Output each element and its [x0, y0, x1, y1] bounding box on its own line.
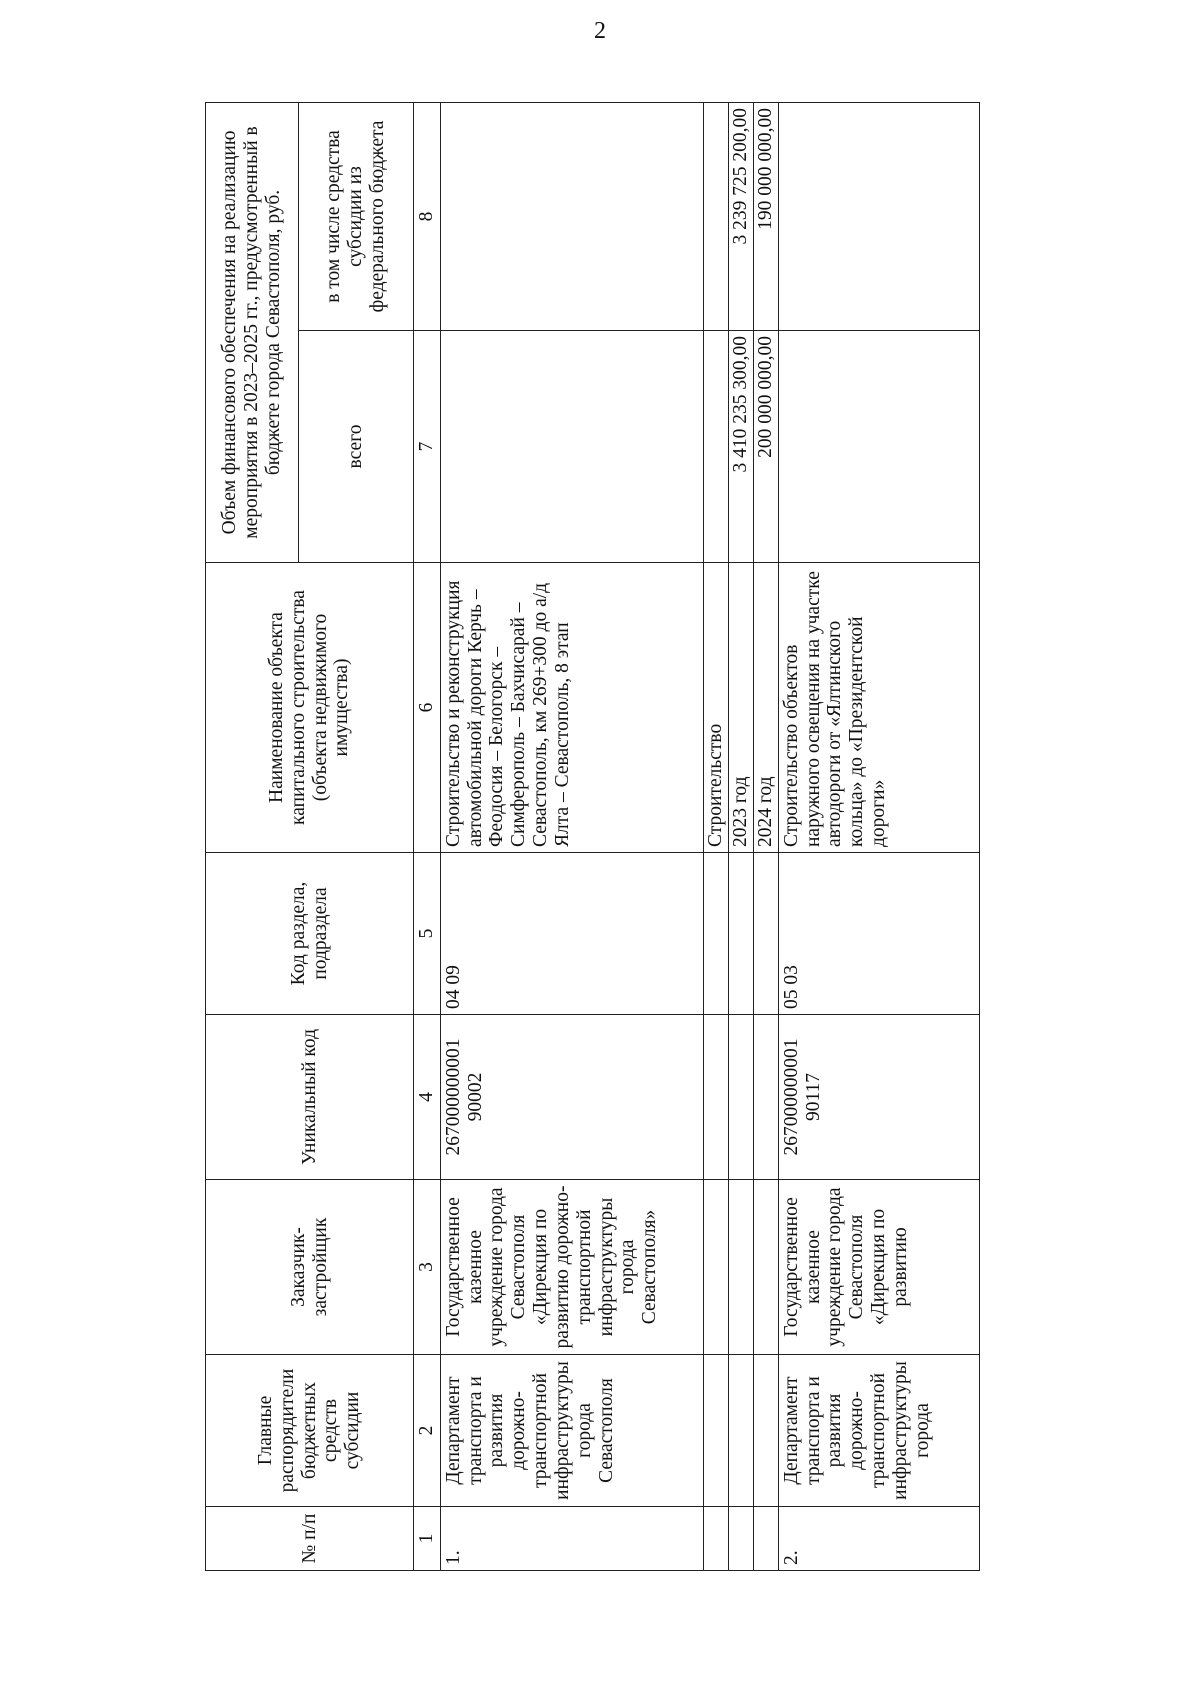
row-section-code: 04 09 [440, 853, 703, 1015]
empty-cell [728, 1180, 753, 1355]
header-funding-group: Объем финансового обеспечения на реализацию мероприятия в 2023–2025 гг., предусмотренный в бюджете города Севастополя, руб. [206, 102, 299, 562]
row-section-code: 05 03 [778, 853, 979, 1015]
funding-table [205, 102, 980, 1571]
header-total: всего [299, 331, 414, 563]
header-num: № п/п [206, 1507, 414, 1571]
rotated-table-wrapper [205, 103, 965, 1571]
column-number: 8 [414, 102, 441, 330]
table-subrow [728, 102, 753, 1570]
column-number: 7 [414, 331, 441, 563]
subrow-total: 200 000 000,00 [753, 331, 778, 563]
empty-cell [753, 853, 778, 1015]
row-total-empty [778, 331, 979, 563]
row-federal-empty [440, 102, 703, 330]
subrow-total [703, 331, 728, 563]
empty-cell [753, 1355, 778, 1507]
row-unique-code: 267000000001 90117 [778, 1015, 979, 1180]
empty-cell [703, 1355, 728, 1507]
row-federal-empty [778, 102, 979, 330]
row-object-name: Строительство объектов наружного освещения на участке автодороги от «Ялтинского кольца» до «Президентской дороги» [778, 563, 979, 853]
row-object-name: Строительство и реконструкция автомобильной дороги Керчь – Феодосия – Белогорск – Симферополь – Бахчисарай – Севастополь, км 269+300 до а/д Ялта – Севастополь, 8 этап [440, 563, 703, 853]
header-row-1 [206, 102, 299, 1570]
header-customer: Заказчик-застройщик [206, 1180, 414, 1355]
subrow-label: 2023 год [728, 563, 753, 853]
landscape-table-container [205, 103, 965, 1571]
table-row [440, 102, 703, 1570]
column-number: 2 [414, 1355, 441, 1507]
empty-cell [753, 1507, 778, 1571]
row-num: 1. [440, 1507, 703, 1571]
empty-cell [728, 1015, 753, 1180]
subrow-federal: 190 000 000,00 [753, 102, 778, 330]
subrow-federal: 3 239 725 200,00 [728, 102, 753, 330]
subrow-label: Строительство [703, 563, 728, 853]
table-row [778, 102, 979, 1570]
empty-cell [753, 1015, 778, 1180]
column-number: 1 [414, 1507, 441, 1571]
column-number-row [414, 102, 441, 1570]
subrow-label: 2024 год [753, 563, 778, 853]
page-number: 2 [594, 18, 606, 44]
row-distributor: Департамент транспорта и развития дорожно-транспортной инфраструктуры города [778, 1355, 979, 1507]
column-number: 5 [414, 853, 441, 1015]
row-num: 2. [778, 1507, 979, 1571]
empty-cell [728, 1507, 753, 1571]
table-subrow [753, 102, 778, 1570]
header-section-code: Код раздела, подраздела [206, 853, 414, 1015]
header-object-name: Наименование объекта капитального строительства (объекта недвижимого имущества) [206, 563, 414, 853]
empty-cell [728, 1355, 753, 1507]
table-subrow [703, 102, 728, 1570]
empty-cell [753, 1180, 778, 1355]
column-number: 4 [414, 1015, 441, 1180]
empty-cell [703, 1180, 728, 1355]
header-unique-code: Уникальный код [206, 1015, 414, 1180]
column-number: 3 [414, 1180, 441, 1355]
row-customer: Государственное казенное учреждение города Севастополя «Дирекция по развитию [778, 1180, 979, 1355]
subrow-federal [703, 102, 728, 330]
row-customer: Государственное казенное учреждение города Севастополя «Дирекция по развитию дорожно-транспортной инфраструктуры города Севастополя» [440, 1180, 703, 1355]
header-federal: в том числе средства субсидии из федерального бюджета [299, 102, 414, 330]
header-distributor: Главные распорядители бюджетных средств субсидии [206, 1355, 414, 1507]
empty-cell [703, 853, 728, 1015]
row-unique-code: 267000000001 90002 [440, 1015, 703, 1180]
row-total-empty [440, 331, 703, 563]
column-number: 6 [414, 563, 441, 853]
empty-cell [703, 1507, 728, 1571]
empty-cell [728, 853, 753, 1015]
empty-cell [703, 1015, 728, 1180]
row-distributor: Департамент транспорта и развития дорожно-транспортной инфраструктуры города Севастополя [440, 1355, 703, 1507]
subrow-total: 3 410 235 300,00 [728, 331, 753, 563]
